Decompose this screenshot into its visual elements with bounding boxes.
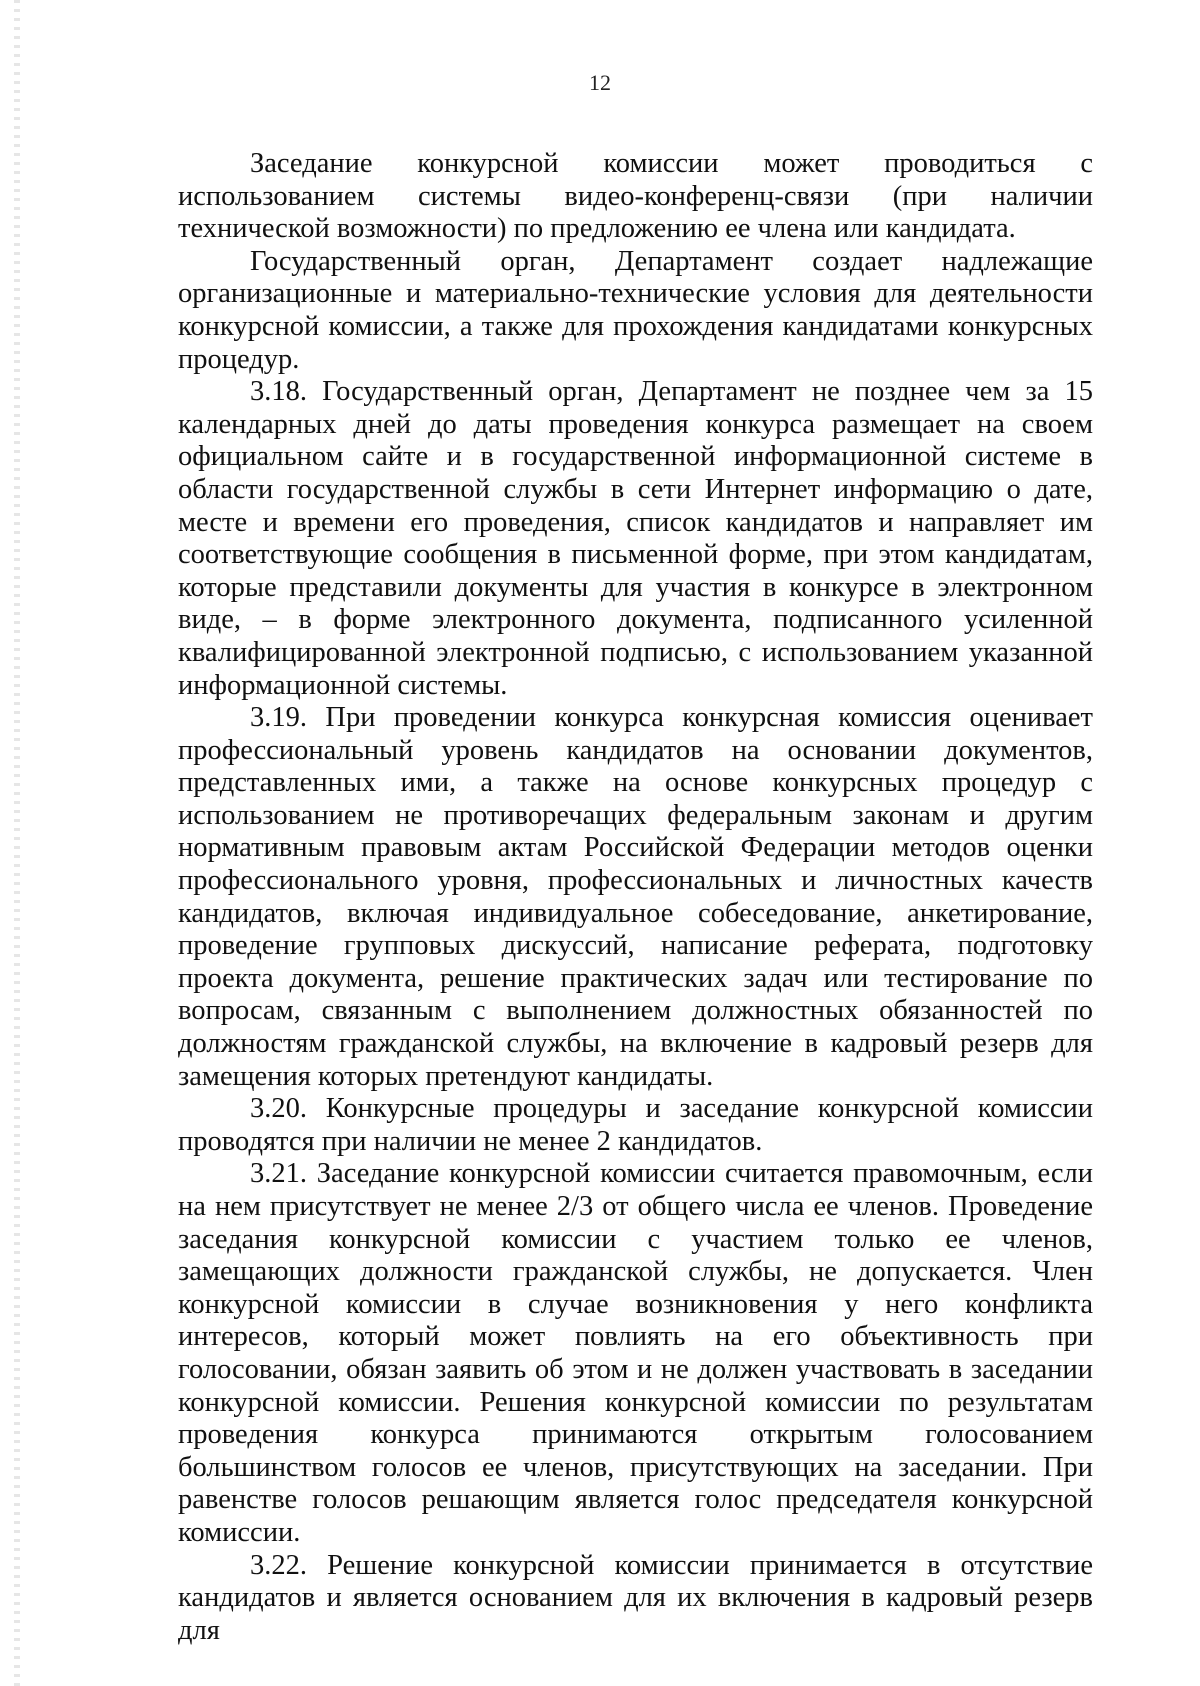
paragraph-3-19: 3.19. При проведении конкурса конкурсная комиссия оценивает профессиональный уровень кандидатов на основании документов, представленных ими, а также на основе конкурсных процедур с использованием не противоречащих федеральным законам и другим нормативным правовым актам Российской Федерации методов оценки профессионального уровня, профессиональных и личностных качеств кандидатов, включая индивидуальное собеседование, анкетирование, проведение групповых дискуссий, написание реферата, подготовку проекта документа, решение практических задач или тестирование по вопросам, связанным с выполнением должностных обязанностей по должностям гражданской службы, на включение в кадровый резерв для замещения которых претендуют кандидаты. [178, 702, 1093, 1092]
paragraph-conditions: Государственный орган, Департамент создает надлежащие организационные и материально-технические условия для деятельности конкурсной комиссии, а также для прохождения кандидатами конкурсных процедур. [178, 245, 1093, 375]
scan-edge-artifact [14, 0, 20, 1686]
paragraph-3-18: 3.18. Государственный орган, Департамент не позднее чем за 15 календарных дней до даты проведения конкурса размещает на своем официальном сайте и в государственной информационной системе в области государственной службы в сети Интернет информацию о дате, месте и времени его проведения, список кандидатов и направляет им соответствующие сообщения в письменной форме, при этом кандидатам, которые представили документы для участия в конкурсе в электронном виде, – в форме электронного документа, подписанного усиленной квалифицированной электронной подписью, с использованием указанной информационной системы. [178, 376, 1093, 701]
paragraph-3-22: 3.22. Решение конкурсной комиссии принимается в отсутствие кандидатов и является основанием для их включения в кадровый резерв для [178, 1549, 1093, 1646]
page-number: 12 [589, 70, 611, 95]
document-body [178, 148, 1093, 1647]
paragraph-3-21: 3.21. Заседание конкурсной комиссии считается правомочным, если на нем присутствует не менее 2/3 от общего числа ее членов. Проведение заседания конкурсной комиссии с участием только ее членов, замещающих должности гражданской службы, не допускается. Член конкурсной комиссии в случае возникновения у него конфликта интересов, который может повлиять на его объективность при голосовании, обязан заявить об этом и не должен участвовать в заседании конкурсной комиссии. Решения конкурсной комиссии по результатам проведения конкурса принимаются открытым голосованием большинством голосов ее членов, присутствующих на заседании. При равенстве голосов решающим является голос председателя конкурсной комиссии. [178, 1158, 1093, 1548]
paragraph-video-conference: Заседание конкурсной комиссии может проводиться с использованием системы видео-конференц-связи (при наличии технической возможности) по предложению ее члена или кандидата. [178, 148, 1093, 245]
paragraph-3-20: 3.20. Конкурсные процедуры и заседание конкурсной комиссии проводятся при наличии не менее 2 кандидатов. [178, 1093, 1093, 1157]
